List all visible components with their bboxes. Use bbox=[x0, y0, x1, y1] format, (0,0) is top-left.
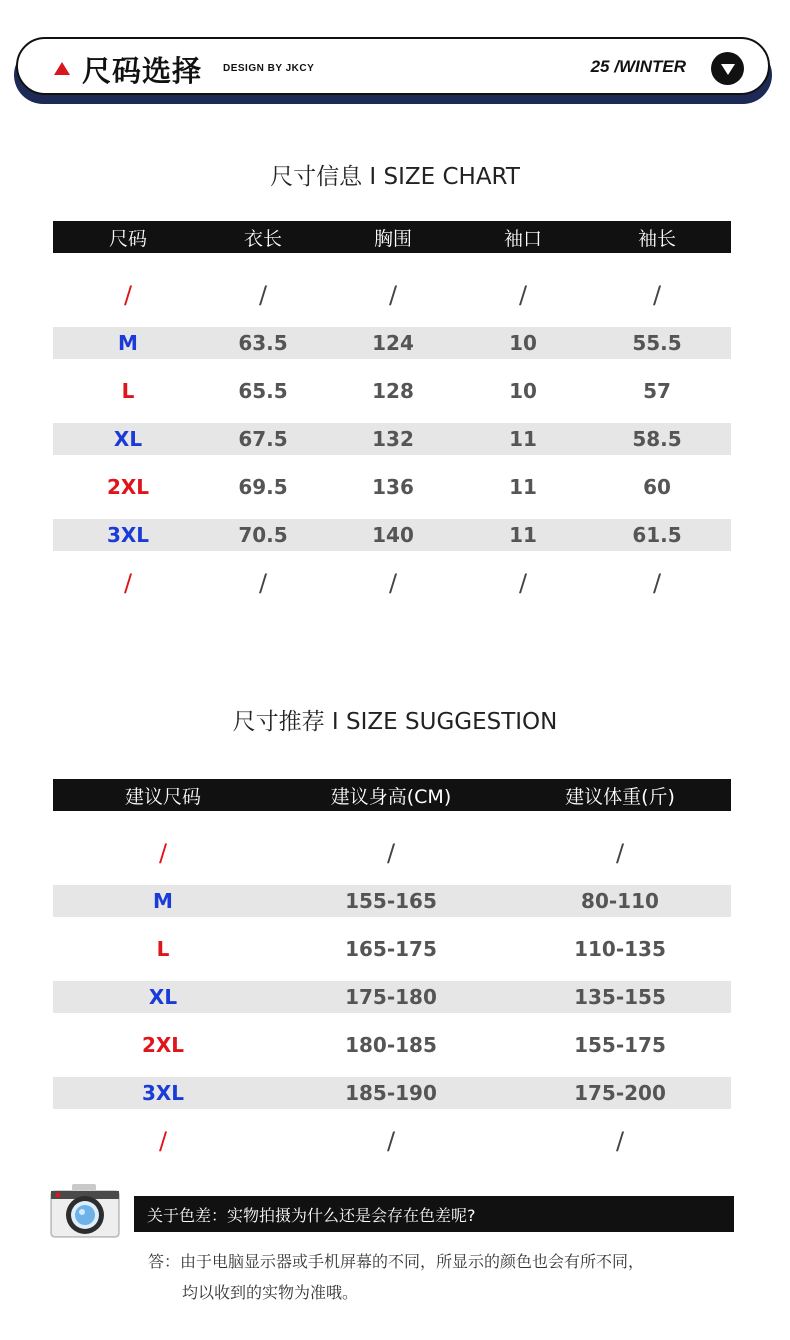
column-header: 建议体重(斤) bbox=[565, 785, 675, 808]
table-cell: / bbox=[386, 1127, 396, 1155]
table-cell: / bbox=[258, 281, 268, 309]
table-row bbox=[53, 837, 731, 869]
size-cell: / bbox=[123, 281, 133, 309]
table-row bbox=[53, 1029, 731, 1061]
design-credit: DESIGN BY JKCY bbox=[223, 63, 315, 74]
table-cell: 155-165 bbox=[345, 889, 437, 913]
table-row bbox=[53, 567, 731, 599]
size-cell: 2XL bbox=[106, 475, 150, 499]
size-cell: / bbox=[123, 569, 133, 597]
table-cell: / bbox=[388, 281, 398, 309]
table-row bbox=[53, 423, 731, 455]
table-cell: 11 bbox=[509, 475, 537, 499]
size-suggestion-table bbox=[53, 779, 731, 1157]
table-cell: 58.5 bbox=[632, 427, 682, 451]
color-difference-question: 关于色差：实物拍摄为什么还是会存在色差呢? bbox=[134, 1196, 734, 1232]
size-cell: M bbox=[153, 889, 173, 913]
column-header: 建议尺码 bbox=[124, 785, 201, 808]
table-cell: 175-180 bbox=[345, 985, 437, 1009]
table-cell: 65.5 bbox=[238, 379, 288, 403]
size-cell: XL bbox=[148, 985, 178, 1009]
table-cell: 180-185 bbox=[345, 1033, 437, 1057]
size-suggestion-title: 尺寸推荐 I SIZE SUGGESTION bbox=[232, 709, 558, 735]
page-title: 尺码选择 bbox=[82, 54, 203, 88]
table-cell: / bbox=[386, 839, 396, 867]
table-row bbox=[53, 327, 731, 359]
table-cell: 70.5 bbox=[238, 523, 288, 547]
answer-line-2: 均以收到的实物为准哦。 bbox=[182, 1283, 359, 1302]
table-cell: / bbox=[258, 569, 268, 597]
table-cell: 61.5 bbox=[632, 523, 682, 547]
size-cell: 2XL bbox=[141, 1033, 185, 1057]
size-cell: XL bbox=[113, 427, 143, 451]
table-cell: 155-175 bbox=[574, 1033, 666, 1057]
table-header bbox=[53, 221, 731, 253]
table-row bbox=[53, 933, 731, 965]
table-row bbox=[53, 519, 731, 551]
table-cell: 135-155 bbox=[574, 985, 666, 1009]
table-cell: / bbox=[518, 281, 528, 309]
table-cell: 165-175 bbox=[345, 937, 437, 961]
table-cell: 55.5 bbox=[632, 331, 682, 355]
size-cell: M bbox=[118, 331, 138, 355]
table-cell: 110-135 bbox=[574, 937, 666, 961]
table-cell: 175-200 bbox=[574, 1081, 666, 1105]
header-bar bbox=[16, 37, 770, 95]
table-cell: 128 bbox=[372, 379, 414, 403]
table-cell: 63.5 bbox=[238, 331, 288, 355]
column-header: 袖长 bbox=[637, 227, 676, 250]
table-row bbox=[53, 1125, 731, 1157]
table-row bbox=[53, 471, 731, 503]
table-cell: 57 bbox=[643, 379, 671, 403]
table-row bbox=[53, 981, 731, 1013]
table-cell: 132 bbox=[372, 427, 414, 451]
table-cell: 140 bbox=[372, 523, 414, 547]
size-cell: L bbox=[121, 379, 135, 403]
size-cell: / bbox=[158, 839, 168, 867]
table-cell: 67.5 bbox=[238, 427, 288, 451]
table-cell: / bbox=[388, 569, 398, 597]
table-cell: / bbox=[652, 569, 662, 597]
table-cell: 69.5 bbox=[238, 475, 288, 499]
size-cell: L bbox=[156, 937, 170, 961]
table-cell: 185-190 bbox=[345, 1081, 437, 1105]
table-cell: / bbox=[652, 281, 662, 309]
table-row bbox=[53, 885, 731, 917]
column-header: 建议身高(CM) bbox=[330, 785, 452, 808]
column-header: 袖口 bbox=[503, 227, 542, 250]
table-cell: / bbox=[518, 569, 528, 597]
camera-icon bbox=[50, 1184, 120, 1238]
table-cell: 10 bbox=[509, 379, 537, 403]
size-cell: 3XL bbox=[141, 1081, 185, 1105]
table-cell: 136 bbox=[372, 475, 414, 499]
column-header: 胸围 bbox=[373, 227, 412, 250]
season-label: 25 /WINTER bbox=[590, 57, 686, 76]
table-cell: 10 bbox=[509, 331, 537, 355]
size-cell: / bbox=[158, 1127, 168, 1155]
size-chart-title: 尺寸信息 I SIZE CHART bbox=[270, 164, 520, 190]
table-cell: 11 bbox=[509, 427, 537, 451]
size-cell: 3XL bbox=[106, 523, 150, 547]
table-cell: 11 bbox=[509, 523, 537, 547]
chevron-down-icon[interactable] bbox=[711, 52, 744, 85]
table-cell: / bbox=[615, 1127, 625, 1155]
table-row bbox=[53, 279, 731, 311]
table-header bbox=[53, 779, 731, 811]
size-chart-table bbox=[53, 221, 731, 599]
column-header: 衣长 bbox=[243, 227, 282, 250]
table-row bbox=[53, 1077, 731, 1109]
color-difference-answer bbox=[148, 1246, 748, 1308]
table-cell: 80-110 bbox=[581, 889, 659, 913]
column-header: 尺码 bbox=[108, 227, 147, 250]
table-cell: 60 bbox=[643, 475, 671, 499]
table-cell: / bbox=[615, 839, 625, 867]
answer-line-1: 答：由于电脑显示器或手机屏幕的不同，所显示的颜色也会有所不同， bbox=[148, 1252, 645, 1271]
table-row bbox=[53, 375, 731, 407]
triangle-up-icon bbox=[54, 62, 70, 75]
table-cell: 124 bbox=[372, 331, 414, 355]
